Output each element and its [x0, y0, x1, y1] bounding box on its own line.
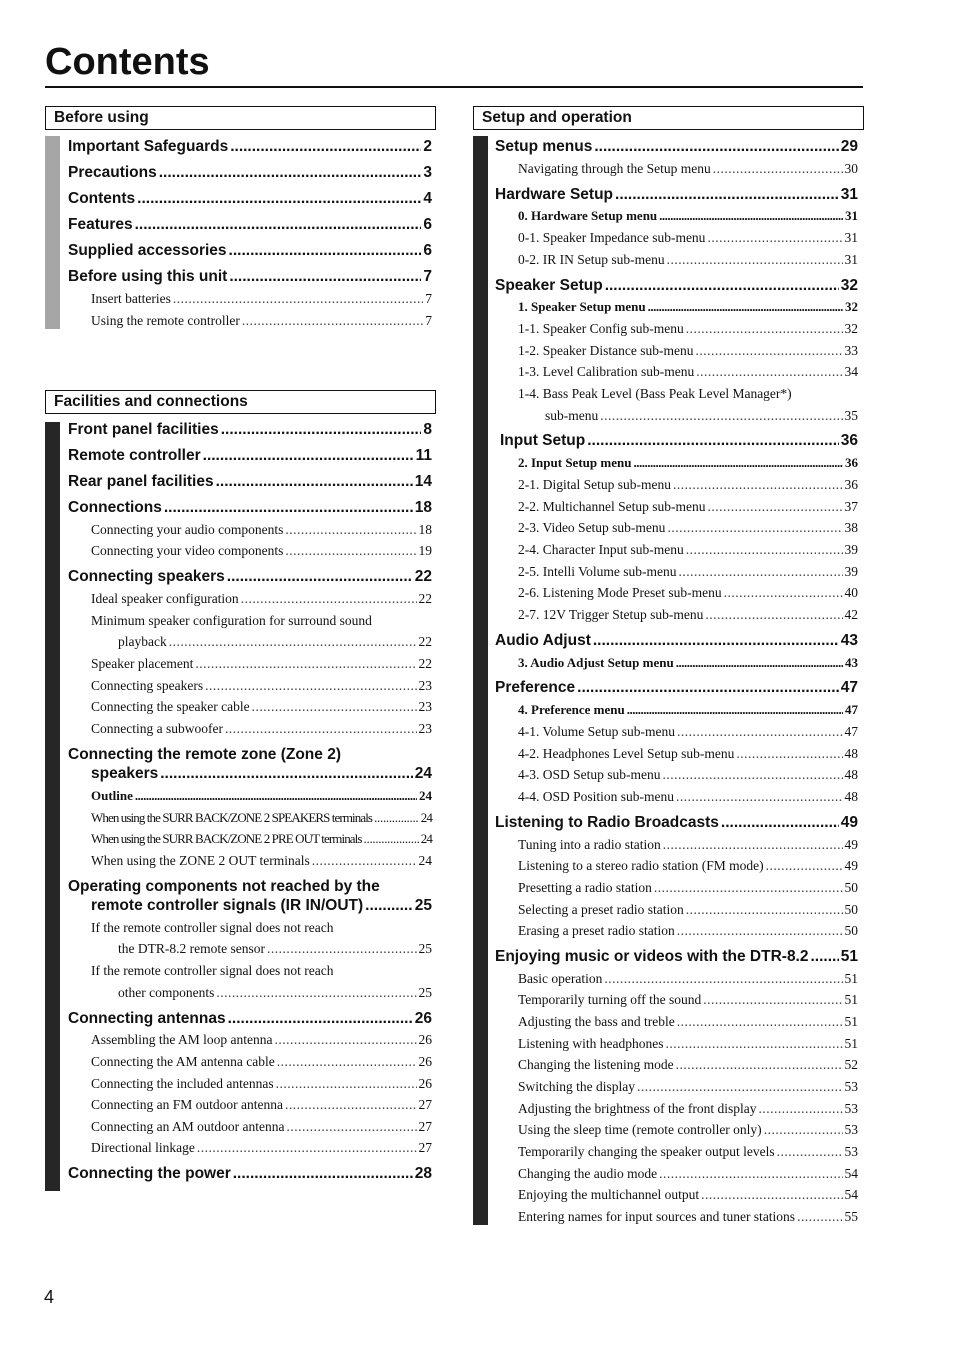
toc-subentry[interactable]: When using the ZONE 2 OUT terminals ..... 24	[68, 848, 432, 870]
toc-subentry[interactable]: Navigating through the Setup menu ..... 30	[495, 156, 858, 178]
toc-entry[interactable]: Supplied accessories ..... 6	[68, 238, 432, 260]
toc-subentry[interactable]: 0. Hardware Setup menu ..... 31	[495, 203, 858, 225]
toc-entry[interactable]: Audio Adjust ..... 43	[495, 628, 858, 650]
toc-subentry[interactable]: Connecting an AM outdoor antenna ..... 27	[68, 1114, 432, 1136]
toc-entry[interactable]: Front panel facilities ..... 8	[68, 417, 432, 439]
toc-subentry[interactable]: Switching the display ..... 53	[495, 1074, 858, 1096]
toc-subentry[interactable]: 1-2. Speaker Distance sub-menu ..... 33	[495, 338, 858, 360]
toc-entry[interactable]: Input Setup ..... 36	[495, 428, 858, 450]
section-bar-before-using	[45, 136, 60, 329]
toc-subentry[interactable]: 4-3. OSD Setup sub-menu ..... 48	[495, 762, 858, 784]
toc-subentry[interactable]: When using the SURR BACK/ZONE 2 SPEAKERS terminals ..... 24	[68, 805, 432, 827]
toc-entry[interactable]: Listening to Radio Broadcasts ..... 49	[495, 810, 858, 832]
title-rule	[45, 86, 863, 88]
toc-subentry[interactable]: 1-3. Level Calibration sub-menu ..... 34	[495, 359, 858, 381]
toc-subentry[interactable]: Temporarily turning off the sound ..... 51	[495, 987, 858, 1009]
toc-entry[interactable]: Connections ..... 18	[68, 495, 432, 517]
toc-entry[interactable]: Enjoying music or videos with the DTR-8.2 ..... 51	[495, 944, 858, 966]
toc-subentry[interactable]: Changing the audio mode ..... 54	[495, 1161, 858, 1183]
section-header-facilities: Facilities and connections	[45, 390, 436, 414]
toc-subentry[interactable]: 1-4. Bass Peak Level (Bass Peak Level Manager*)	[518, 386, 792, 401]
toc-entry[interactable]: Precautions ..... 3	[68, 160, 432, 182]
toc-entry[interactable]: Operating components not reached by the	[68, 878, 380, 895]
toc-entry[interactable]: Connecting antennas ..... 26	[68, 1006, 432, 1028]
toc-subentry[interactable]: 1. Speaker Setup menu ..... 32	[495, 294, 858, 316]
toc-subentry[interactable]: 4-2. Headphones Level Setup sub-menu ..... 48	[495, 741, 858, 763]
toc-subentry[interactable]: 2-7. 12V Trigger Stetup sub-menu ..... 42	[495, 602, 858, 624]
toc-subentry[interactable]: Ideal speaker configuration ..... 22	[68, 586, 432, 608]
toc-subentry[interactable]: Erasing a preset radio station ..... 50	[495, 918, 858, 940]
toc-subentry[interactable]: 4-4. OSD Position sub-menu ..... 48	[495, 784, 858, 806]
toc-subentry[interactable]: 2-1. Digital Setup sub-menu ..... 36	[495, 472, 858, 494]
toc-subentry[interactable]: Adjusting the brightness of the front display ..... 53	[495, 1096, 858, 1118]
toc-entry[interactable]: speakers ..... 24	[68, 761, 432, 783]
toc-subentry[interactable]: 1-1. Speaker Config sub-menu ..... 32	[495, 316, 858, 338]
toc-subentry[interactable]: Entering names for input sources and tuner stations ..... 55	[495, 1204, 858, 1226]
toc-entry[interactable]: Important Safeguards ..... 2	[68, 134, 432, 156]
toc-entry[interactable]: Connecting speakers ..... 22	[68, 564, 432, 586]
toc-subentry[interactable]: playback ..... 22	[68, 629, 432, 651]
toc-entry[interactable]: Connecting the remote zone (Zone 2)	[68, 746, 341, 763]
toc-subentry[interactable]: sub-menu ..... 35	[495, 403, 858, 425]
toc-subentry[interactable]: 2-3. Video Setup sub-menu ..... 38	[495, 515, 858, 537]
toc-subentry[interactable]: Speaker placement ..... 22	[68, 651, 432, 673]
toc-subentry[interactable]: Connecting an FM outdoor antenna ..... 27	[68, 1092, 432, 1114]
toc-subentry[interactable]: Minimum speaker configuration for surround sound	[91, 613, 372, 628]
section-bar-setup	[473, 136, 488, 1225]
toc-entry[interactable]: Preference ..... 47	[495, 675, 858, 697]
toc-entry[interactable]: Speaker Setup ..... 32	[495, 273, 858, 295]
toc-subentry[interactable]: Connecting the AM antenna cable ..... 26	[68, 1049, 432, 1071]
toc-entry[interactable]: Contents ..... 4	[68, 186, 432, 208]
toc-subentry[interactable]: Basic operation ..... 51	[495, 966, 858, 988]
toc-subentry[interactable]: If the remote controller signal does not reach	[91, 920, 334, 935]
toc-entry[interactable]: Features ..... 6	[68, 212, 432, 234]
toc-subentry[interactable]: 2-4. Character Input sub-menu ..... 39	[495, 537, 858, 559]
toc-subentry[interactable]: Tuning into a radio station ..... 49	[495, 832, 858, 854]
toc-subentry[interactable]: 3. Audio Adjust Setup menu ..... 43	[495, 650, 858, 672]
toc-subentry[interactable]: Changing the listening mode ..... 52	[495, 1052, 858, 1074]
toc-subentry[interactable]: Presetting a radio station ..... 50	[495, 875, 858, 897]
toc-subentry[interactable]: Connecting your video components ..... 19	[68, 538, 432, 560]
toc-subentry[interactable]: 2. Input Setup menu ..... 36	[495, 450, 858, 472]
toc-subentry[interactable]: Selecting a preset radio station ..... 50	[495, 897, 858, 919]
page-number: 4	[44, 1287, 55, 1307]
toc-subentry[interactable]: Connecting the included antennas ..... 26	[68, 1071, 432, 1093]
toc-entry[interactable]: Hardware Setup ..... 31	[495, 182, 858, 204]
toc-subentry[interactable]: the DTR-8.2 remote sensor ..... 25	[68, 936, 432, 958]
toc-subentry[interactable]: 2-6. Listening Mode Preset sub-menu ..... 40	[495, 580, 858, 602]
toc-subentry[interactable]: Using the remote controller ..... 7	[68, 308, 432, 330]
section-bar-facilities	[45, 422, 60, 1191]
toc-subentry[interactable]: Connecting the speaker cable ..... 23	[68, 694, 432, 716]
toc-subentry[interactable]: Listening to a stereo radio station (FM mode) ..... 49	[495, 853, 858, 875]
toc-subentry[interactable]: When using the SURR BACK/ZONE 2 PRE OUT terminals ..... 24	[68, 826, 432, 848]
toc-subentry[interactable]: Connecting a subwoofer ..... 23	[68, 716, 432, 738]
toc-entry[interactable]: remote controller signals (IR IN/OUT) ..... 25	[68, 893, 432, 915]
page-title: Contents	[45, 41, 210, 83]
section-header-setup: Setup and operation	[473, 106, 864, 130]
toc-subentry[interactable]: Outline ..... 24	[68, 783, 432, 805]
toc-subentry[interactable]: Connecting your audio components ..... 18	[68, 517, 432, 539]
toc-subentry[interactable]: 0-2. IR IN Setup sub-menu ..... 31	[495, 247, 858, 269]
toc-subentry[interactable]: 2-2. Multichannel Setup sub-menu ..... 37	[495, 494, 858, 516]
toc-subentry[interactable]: Enjoying the multichannel output ..... 54	[495, 1182, 858, 1204]
toc-entry[interactable]: Setup menus ..... 29	[495, 134, 858, 156]
toc-subentry[interactable]: Using the sleep time (remote controller only) ..... 53	[495, 1117, 858, 1139]
toc-subentry[interactable]: Directional linkage ..... 27	[68, 1135, 432, 1157]
toc-subentry[interactable]: Insert batteries ..... 7	[68, 286, 432, 308]
toc-subentry[interactable]: 2-5. Intelli Volume sub-menu ..... 39	[495, 559, 858, 581]
toc-subentry[interactable]: If the remote controller signal does not reach	[91, 963, 334, 978]
toc-subentry[interactable]: 4-1. Volume Setup sub-menu ..... 47	[495, 719, 858, 741]
toc-entry[interactable]: Remote controller ..... 11	[68, 443, 432, 465]
toc-subentry[interactable]: 0-1. Speaker Impedance sub-menu ..... 31	[495, 225, 858, 247]
toc-entry[interactable]: Rear panel facilities ..... 14	[68, 469, 432, 491]
toc-subentry[interactable]: Temporarily changing the speaker output levels ..... 53	[495, 1139, 858, 1161]
toc-subentry[interactable]: Assembling the AM loop antenna ..... 26	[68, 1027, 432, 1049]
toc-subentry[interactable]: Adjusting the bass and treble ..... 51	[495, 1009, 858, 1031]
toc-subentry[interactable]: other components ..... 25	[68, 980, 432, 1002]
section-header-before-using: Before using	[45, 106, 436, 130]
toc-subentry[interactable]: Listening with headphones ..... 51	[495, 1031, 858, 1053]
toc-subentry[interactable]: 4. Preference menu ..... 47	[495, 697, 858, 719]
toc-subentry[interactable]: Connecting speakers ..... 23	[68, 673, 432, 695]
toc-entry[interactable]: Before using this unit ..... 7	[68, 264, 432, 286]
toc-entry[interactable]: Connecting the power ..... 28	[68, 1161, 432, 1183]
